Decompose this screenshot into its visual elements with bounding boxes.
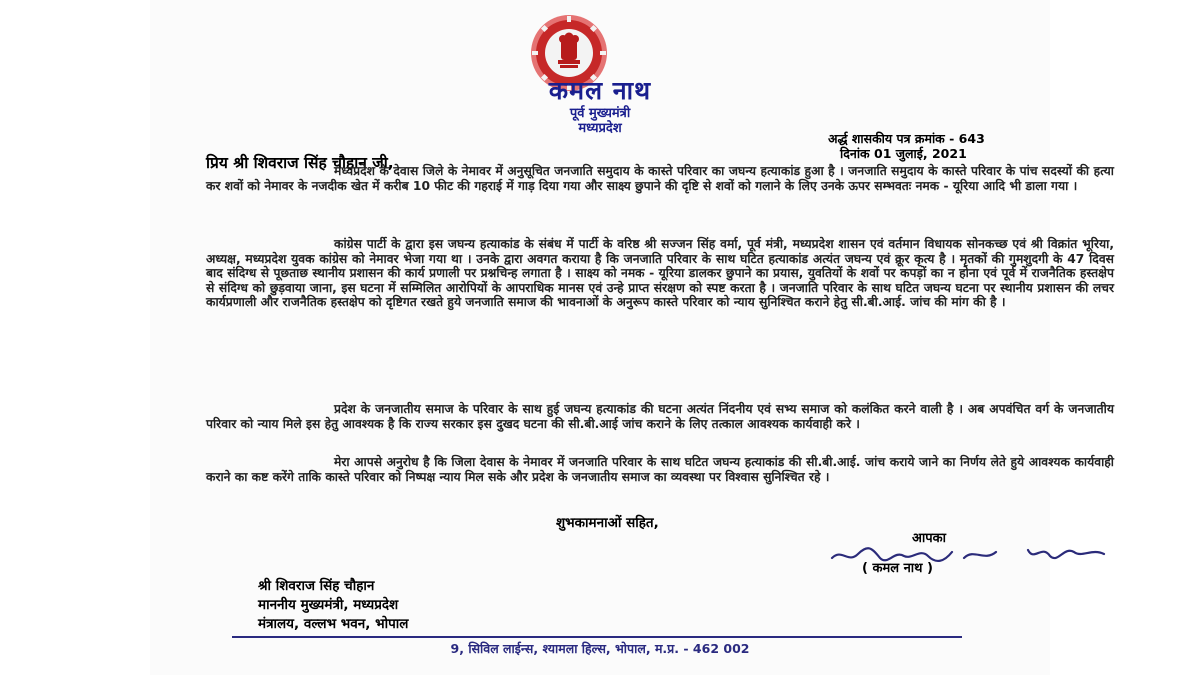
reference-number: अर्द्ध शासकीय पत्र क्रमांक - 643 [828, 131, 985, 146]
paragraph-2: कांग्रेस पार्टी के द्वारा इस जघन्य हत्याकांड के संबंध में पार्टी के वरिष्ठ श्री सज्जन सिंह वर्मा, पूर्व मंत्री, मध्यप्रदेश शासन एवं वर्तमान विधायक सोनकच्छ एवं श्री विक्रांत भूरिया, अध्यक्ष, मध्यप्रदेश युवक कांग्रेस को नेमावर भेजा गया था । उनके द्वारा अवगत कराया है कि जनजाति परिवार के साथ घटित हत्याकांड अत्यंत जघन्य एवं क्रूर कृत्य है । मृतकों की गुमशुदगी के 47 दिवस बाद संदिग्ध से पूछताछ स्थानीय प्रशासन की कार्य प्रणाली पर प्रश्नचिन्ह लगाता है । साक्ष्य को नमक - यूरिया डालकर छुपाने का प्रयास, युवतियों के शवों पर कपड़ों का न होना एवं पूर्व में राजनैतिक हस्तक्षेप से संदिग्ध को छुड़वाया जाना, इस घटना में सम्मिलित आरोपियों के आपराधिक मानस एवं उन्हे प्राप्त संरक्षण को स्पष्ट करता है । जनजाति परिवार के साथ घटित जघन्य घटना पर स्थानीय प्रशासन की लचर कार्यप्रणाली और राजनैतिक हस्तक्षेप को दृष्टिगत रखते हुये जनजाति समाज की भावनाओं के अनुरूप कास्ते परिवार को न्याय सुनिश्चित कराने हेतु सी.बी.आई. जांच की मांग की है । [206, 237, 1114, 309]
footer-divider [232, 636, 962, 638]
closing-line: शुभकामनाओं सहित, [556, 515, 659, 531]
paragraph-1: मध्यप्रदेश के देवास जिले के नेमावर में अनुसूचित जनजाति समुदाय के कास्ते परिवार का जघन्य हत्याकांड हुआ है । जनजाति समुदाय के कास्ते परिवार के पांच सदस्यों की हत्या कर शवों को नेमावर के नजदीक खेत में करीब 10 फीट की गहराई में गाड़ दिया गया और साक्ष्य छुपाने की दृष्टि से शवों को गलाने के लिए उनके ऊपर सम्भवतः नमक - यूरिया आदि भी डाला गया । [206, 164, 1114, 193]
letter-date: दिनांक 01 जुलाई, 2021 [840, 146, 967, 161]
signatory-name: ( कमल नाथ ) [862, 561, 933, 576]
paragraph-4: मेरा आपसे अनुरोध है कि जिला देवास के नेमावर में जनजाति परिवार के साथ घटित जघन्य हत्याकांड की सी.बी.आई. जांच कराये जाने का निर्णय लेते हुये आवश्यक कार्यवाही कराने का कष्ट करेंगे ताकि कास्ते परिवार को निष्पक्ष न्याय मिल सके और प्रदेश के जनजातीय समाज का व्यवस्था पर विश्वास सुनिश्चित रहे । [206, 455, 1114, 484]
letterhead-name: कमल नाथ [548, 76, 652, 105]
yours-label: आपका [912, 531, 947, 546]
footer-address: 9, सिविल लाईन्स, श्यामला हिल्स, भोपाल, म.प्र. - 462 002 [450, 641, 750, 656]
addressee-address: मंत्रालय, वल्लभ भवन, भोपाल [258, 616, 409, 632]
letterhead-state: मध्यप्रदेश [578, 121, 622, 136]
paragraph-3: प्रदेश के जनजातीय समाज के परिवार के साथ हुई जघन्य हत्याकांड की घटना अत्यंत निंदनीय एवं सभ्य समाज को कलंकित करने वाली है । अब अपवंचित वर्ग के जनजातीय परिवार को न्याय मिले इस हेतु आवश्यक है कि राज्य सरकार इस दुखद घटना की सी.बी.आई जांच कराने के लिए तत्काल आवश्यक कार्यवाही करे । [206, 402, 1114, 431]
addressee-name: श्री शिवराज सिंह चौहान [258, 578, 375, 594]
addressee-block [258, 577, 408, 634]
addressee-title: माननीय मुख्यमंत्री, मध्यप्रदेश [258, 597, 399, 613]
salutation: प्रिय श्री शिवराज सिंह चौहान जी, [206, 154, 394, 172]
letterhead-designation: पूर्व मुख्यमंत्री [569, 106, 631, 121]
